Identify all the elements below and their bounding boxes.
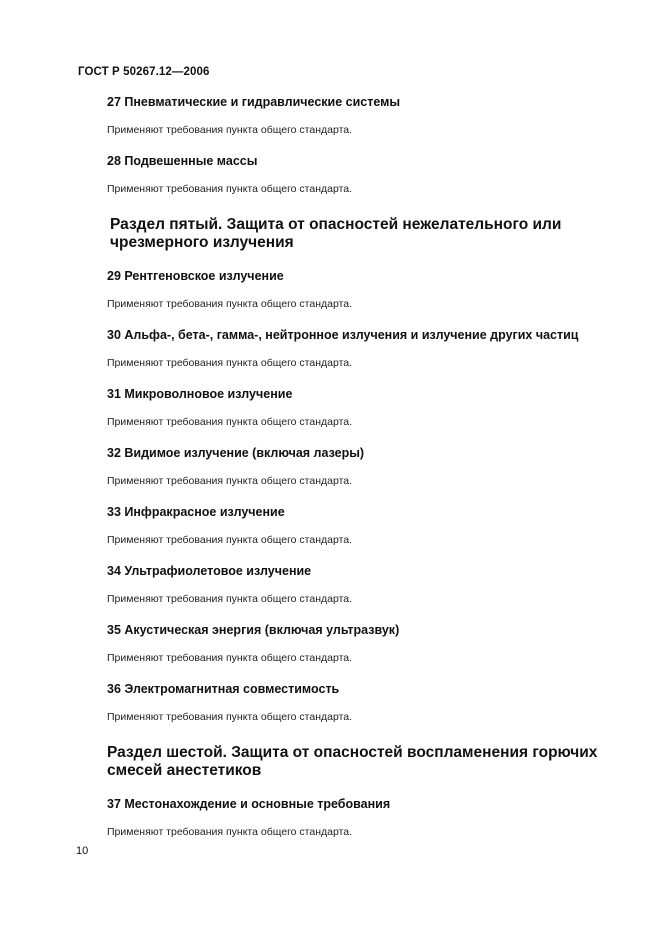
section-6-title-line1: Раздел шестой. Защита от опасностей воспламенения горючих xyxy=(107,744,598,761)
clause-31-heading: 31 Микроволновое излучение xyxy=(107,387,293,401)
clause-27-text: Применяют требования пункта общего стандарта. xyxy=(107,124,353,136)
clause-34-text: Применяют требования пункта общего стандарта. xyxy=(107,593,353,605)
clause-30-heading: 30 Альфа-, бета-, гамма-, нейтронное излучения и излучение других частиц xyxy=(107,328,579,342)
clause-27-heading: 27 Пневматические и гидравлические системы xyxy=(107,95,401,109)
section-6-title xyxy=(107,744,627,780)
clause-30-text: Применяют требования пункта общего стандарта. xyxy=(107,357,353,369)
section-6-title-line2: смесей анестетиков xyxy=(107,762,262,779)
clause-32-text: Применяют требования пункта общего стандарта. xyxy=(107,475,353,487)
clause-36-heading: 36 Электромагнитная совместимость xyxy=(107,682,340,696)
clause-37-heading: 37 Местонахождение и основные требования xyxy=(107,797,391,811)
clause-32-heading: 32 Видимое излучение (включая лазеры) xyxy=(107,446,365,460)
section-5-title-line1: Раздел пятый. Защита от опасностей нежелательного или xyxy=(110,216,562,233)
section-5-title-line2: чрезмерного излучения xyxy=(110,234,294,251)
clause-33-text: Применяют требования пункта общего стандарта. xyxy=(107,534,353,546)
page-number: 10 xyxy=(76,845,89,857)
clause-37-text: Применяют требования пункта общего стандарта. xyxy=(107,826,353,838)
clause-31-text: Применяют требования пункта общего стандарта. xyxy=(107,416,353,428)
clause-35-text: Применяют требования пункта общего стандарта. xyxy=(107,652,353,664)
clause-35-heading: 35 Акустическая энергия (включая ультразвук) xyxy=(107,623,400,637)
document-header: ГОСТ Р 50267.12—2006 xyxy=(78,66,210,78)
clause-28-text: Применяют требования пункта общего стандарта. xyxy=(107,183,353,195)
clause-29-heading: 29 Рентгеновское излучение xyxy=(107,269,284,283)
section-5-title xyxy=(110,216,630,252)
clause-29-text: Применяют требования пункта общего стандарта. xyxy=(107,298,353,310)
clause-34-heading: 34 Ультрафиолетовое излучение xyxy=(107,564,312,578)
clause-36-text: Применяют требования пункта общего стандарта. xyxy=(107,711,353,723)
clause-28-heading: 28 Подвешенные массы xyxy=(107,154,258,168)
clause-33-heading: 33 Инфракрасное излучение xyxy=(107,505,285,519)
